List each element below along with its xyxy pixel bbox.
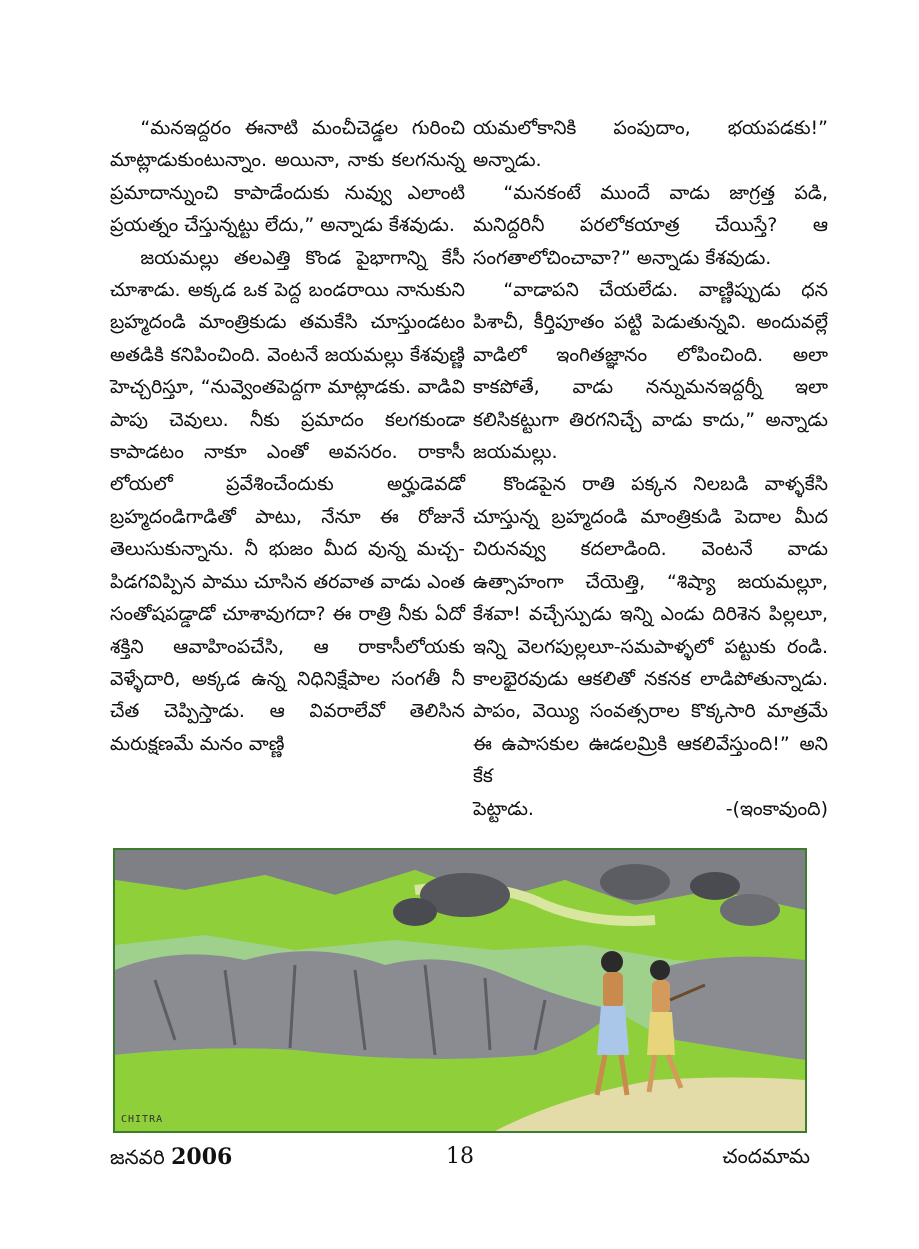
to-be-continued: -(ఇంకావుంది) <box>725 797 828 820</box>
story-column-right <box>473 112 828 825</box>
boulder <box>393 898 437 926</box>
page-footer <box>110 1140 810 1180</box>
issue-month: జనవరి <box>110 1145 165 1169</box>
story-illustration <box>113 848 807 1133</box>
mountain-scene <box>115 850 805 1131</box>
paragraph: జయమల్లు తలఎత్తి కొండ పైభాగాన్ని కేసీ చూశాడు. అక్కడ ఒక పెద్ద బండరాయి నానుకుని బ్రహ్మదండి మాంత్రికుడు తమకేసి చూస్తుండటం అతడికి కనిపించింది. వెంటనే జయమల్లు కేశవుణ్ణి హెచ్చరిస్తూ, “నువ్వెంతపెద్దగా మాట్లాడకు. వాడివి పాపు చెవులు. నీకు ప్రమాదం కలగకుండా కాపాడటం నాకూ ఎంతో అవసరం. రాకాసీ లోయలో ప్రవేశించేందుకు అర్హుడెవడో బ్రహ్మదండిగాడితో పాటు, నేనూ ఈ రోజునే తెలుసుకున్నాను. నీ భుజం మీద వున్న మచ్చ-పిడగవిప్పిన పాము చూసిన తరవాత వాడు ఎంత సంతోషపడ్డాడో చూశావుగదా? ఈ రాత్రి నీకు ఏదో శక్తిని ఆవాహింపచేసి, ఆ రాకాసీలోయకు వెళ్ళేదారి, అక్కడ ఉన్న నిధినిక్షేపాల సంగతీ నీ చేత చెప్పిస్తాడు. ఆ వివరాలేవో తెలిసిన మరుక్షణమే మనం వాణ్ణి <box>110 246 465 755</box>
paragraph: కొండపైన రాతి పక్కన నిలబడి వాళ్ళకేసి చూస్తున్న బ్రహ్మదండి మాంత్రికుడి పెదాల మీద చిరునవ్వు కదలాడింది. వెంటనే వాడు ఉత్సాహంగా చేయెత్తి, “శిష్యా జయమల్లూ, కేశవా! వచ్చేస్పుడు ఇన్ని ఎండు దిరిశెన పిల్లలూ, ఇన్ని వెలగపుల్లలూ-సమపాళ్ళలో పట్టుకు రండి. కాలభైరవుడు ఆకలితో నకనక లాడిపోతున్నాడు. పాపం, వెయ్యి సంవత్సరాల కొక్కసారి మాత్రమే ఈ ఉపాసకుల ఊడలమ్రికి ఆకలివేస్తుంది!” అని కేక <box>473 473 828 788</box>
boulder <box>600 864 670 900</box>
paragraph: “మనఇద్దరం ఈనాటి మంచీచెడ్డల గురించి మాట్లాడుకుంటున్నాం. అయినా, నాకు కలగనున్న ప్రమాదాన్నుంచి కాపాడేందుకు నువ్వు ఎలాంటి ప్రయత్నం చేస్తున్నట్టు లేదు,” అన్నాడు కేశవుడు. <box>110 117 465 237</box>
story-column-left <box>110 112 465 760</box>
page-number: 18 <box>446 1144 474 1169</box>
magazine-name: చందమామ <box>722 1144 810 1168</box>
paragraph: “వాడాపని చేయలేడు. వాణ్ణిప్పుడు ధన పిశాచీ, కీర్తిపూతం పట్టి పెడుతున్నవి. అందువల్లే వాడిలో ఇంగితజ్ఞానం లోపించింది. అలా కాకపోతే, వాడు నన్నుమనఇద్దర్నీ ఇలా కలిసికట్టుగా తిరగనిచ్చే వాడు కాదు,” అన్నాడు జయమల్లు. <box>473 279 828 464</box>
paragraph: యమలోకానికి పంపుదాం, భయపడకు!” అన్నాడు. <box>473 117 828 172</box>
issue-date <box>110 1144 232 1174</box>
closing-text: పెట్టాడు. <box>473 797 534 820</box>
paragraph: “మనకంటే ముందే వాడు జాగ్రత్త పడి, మనిద్దరినీ పరలోకయాత్ర చేయిస్తే? ఆ సంగతాలోచించావా?” అన్నాడు కేశవుడు. <box>473 181 828 269</box>
boulder <box>720 894 780 926</box>
issue-year: 2006 <box>171 1144 233 1170</box>
artist-signature: CHITRA <box>121 1114 164 1125</box>
closing-line <box>473 793 828 825</box>
boulder <box>690 872 740 900</box>
